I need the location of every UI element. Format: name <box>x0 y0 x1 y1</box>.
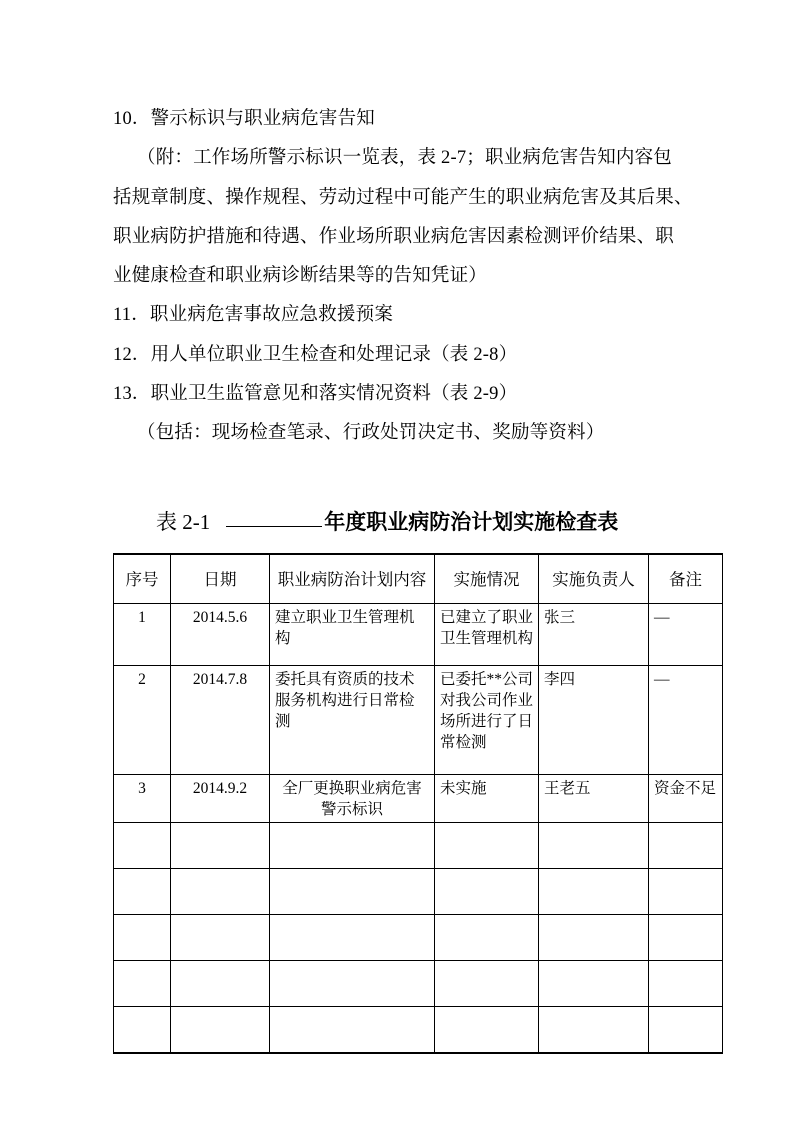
cell-status <box>435 869 539 915</box>
paragraph-item-12: 12．用人单位职业卫生检查和处理记录（表 2-8） <box>113 344 518 365</box>
cell-plan <box>270 1007 435 1054</box>
paragraph-item-10-note-4: 业健康检查和职业病诊断结果等的告知凭证） <box>113 266 488 287</box>
cell-status <box>435 915 539 961</box>
cell-note: — <box>649 604 723 666</box>
table-row-empty[interactable] <box>114 869 723 915</box>
cell-owner <box>539 869 649 915</box>
cell-date <box>171 823 270 869</box>
cell-status <box>435 823 539 869</box>
cell-note <box>649 961 723 1007</box>
cell-plan <box>270 869 435 915</box>
cell-status <box>435 1007 539 1054</box>
cell-owner: 王老五 <box>539 775 649 823</box>
paragraph-item-10: 10．警示标识与职业病危害告知 <box>113 109 376 129</box>
cell-status: 已建立了职业卫生管理机构 <box>435 604 539 666</box>
cell-seq <box>114 915 171 961</box>
cell-owner: 李四 <box>539 666 649 775</box>
paragraph-item-11: 11．职业病危害事故应急救援预案 <box>113 305 394 326</box>
cell-note: 资金不足 <box>649 775 723 823</box>
cell-date <box>171 961 270 1007</box>
table-caption-title: 年度职业病防治计划实施检查表 <box>324 510 619 534</box>
paragraph-item-13: 13．职业卫生监管意见和落实情况资料（表 2-9） <box>113 384 518 405</box>
cell-owner <box>539 823 649 869</box>
column-header-seq: 序号 <box>114 554 171 604</box>
cell-seq <box>114 1007 171 1054</box>
cell-note: — <box>649 666 723 775</box>
cell-owner <box>539 915 649 961</box>
cell-note <box>649 823 723 869</box>
table-row-empty[interactable] <box>114 823 723 869</box>
cell-seq <box>114 961 171 1007</box>
table-caption-blank-field[interactable] <box>226 526 322 527</box>
column-header-date: 日期 <box>171 554 270 604</box>
table-row[interactable] <box>114 604 723 666</box>
column-header-status: 实施情况 <box>435 554 539 604</box>
table-caption-label: 表 2-1 <box>156 510 211 534</box>
cell-status: 未实施 <box>435 775 539 823</box>
cell-seq <box>114 823 171 869</box>
table-row[interactable] <box>114 666 723 775</box>
table-row[interactable] <box>114 775 723 823</box>
column-header-note: 备注 <box>649 554 723 604</box>
table-row-empty[interactable] <box>114 1007 723 1054</box>
cell-date: 2014.9.2 <box>171 775 270 823</box>
cell-owner <box>539 1007 649 1054</box>
cell-plan <box>270 823 435 869</box>
paragraph-item-13-note: （包括：现场检查笔录、行政处罚决定书、奖励等资料） <box>137 423 605 444</box>
table-row-empty[interactable] <box>114 961 723 1007</box>
table-body <box>114 604 723 1054</box>
cell-plan <box>270 961 435 1007</box>
cell-seq: 2 <box>114 666 171 775</box>
cell-date <box>171 915 270 961</box>
cell-seq: 3 <box>114 775 171 823</box>
paragraph-item-10-note-3: 职业病防护措施和待遇、作业场所职业病危害因素检测评价结果、职 <box>113 226 675 247</box>
plan-implementation-check-table <box>113 553 723 1054</box>
body-text-block <box>113 100 693 454</box>
cell-note <box>649 1007 723 1054</box>
column-header-plan: 职业病防治计划内容 <box>270 554 435 604</box>
cell-owner <box>539 961 649 1007</box>
cell-date <box>171 1007 270 1054</box>
cell-plan <box>270 915 435 961</box>
cell-seq <box>114 869 171 915</box>
cell-status <box>435 961 539 1007</box>
cell-plan: 全厂更换职业病危害警示标识 <box>270 775 435 823</box>
cell-date: 2014.7.8 <box>171 666 270 775</box>
cell-seq: 1 <box>114 604 171 666</box>
cell-note <box>649 915 723 961</box>
cell-status: 已委托**公司对我公司作业场所进行了日常检测 <box>435 666 539 775</box>
paragraph-item-10-note-1: （附：工作场所警示标识一览表，表 2-7；职业病危害告知内容包 <box>137 148 672 169</box>
cell-plan: 建立职业卫生管理机构 <box>270 604 435 666</box>
cell-note <box>649 869 723 915</box>
cell-owner: 张三 <box>539 604 649 666</box>
cell-date: 2014.5.6 <box>171 604 270 666</box>
paragraph-item-10-note-2: 括规章制度、操作规程、劳动过程中可能产生的职业病危害及其后果、 <box>113 187 693 208</box>
column-header-owner: 实施负责人 <box>539 554 649 604</box>
table-header-row <box>114 554 723 604</box>
table-caption <box>113 505 681 539</box>
table-row-empty[interactable] <box>114 915 723 961</box>
cell-plan: 委托具有资质的技术服务机构进行日常检测 <box>270 666 435 775</box>
cell-date <box>171 869 270 915</box>
table-head <box>114 554 723 604</box>
